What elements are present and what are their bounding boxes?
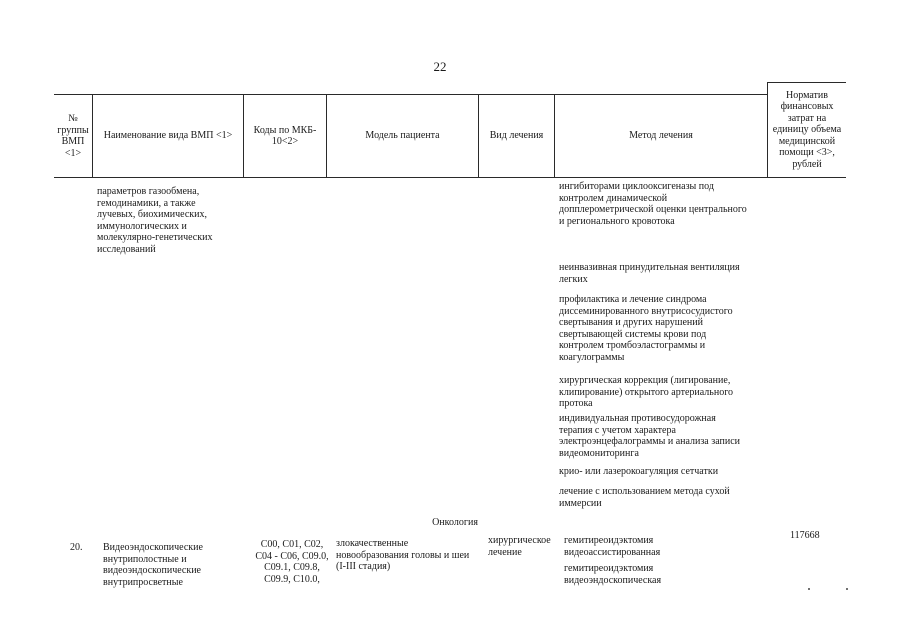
method-item: лечение с использованием метода сухой иммерсии (559, 486, 730, 509)
row-number: 20. (70, 542, 83, 553)
method-item: профилактика и лечение синдрома диссеминированного внутрисосудистого свертывания и других нарушений свертывающей системы крови под контролем тромбоэластограммы и коагулограммы (559, 294, 733, 363)
method-item: гемитиреоидэктомия видеоэндоскопическая (564, 563, 662, 586)
header-top-border-right (767, 82, 846, 83)
scan-speck (808, 588, 810, 590)
header-treatment-method: Метод лечения (629, 130, 693, 142)
header-vmp-name: Наименование вида ВМП <1> (103, 130, 233, 142)
row-mkb-codes: C00, C01, C02, C04 - C06, C09.0, C09.1, C09.8, C09.9, C10.0, (255, 539, 329, 585)
header-group-number: № группы ВМП <1> (57, 113, 89, 159)
header-patient-model: Модель пациента (365, 130, 440, 142)
header-treatment-type: Вид лечения (489, 130, 544, 142)
header-cost-standard: Норматив финансовых затрат на единицу объема медицинской помощи <3>, рублей (772, 89, 842, 170)
method-item: ингибиторами циклооксигеназы под контролем динамической допплерометрической оценки центрального и регионального кровотока (559, 181, 747, 227)
section-title: Онкология (432, 517, 478, 528)
header-top-border (54, 94, 767, 95)
scan-speck (846, 588, 848, 590)
method-item: гемитиреоидэктомия видеоассистированная (564, 535, 661, 558)
continued-row-name: параметров газообмена, гемодинамики, а также лучевых, биохимических, иммунологических и молекулярно-генетических исследований (97, 186, 213, 255)
row-treatment-type: хирургическое лечение (488, 535, 551, 558)
row-cost: 117668 (790, 530, 820, 541)
method-item: хирургическая коррекция (лигирование, клипирование) открытого артериального протока (559, 375, 734, 410)
page-number: 22 (433, 59, 447, 74)
header-mkb-codes: Коды по МКБ- 10<2> (253, 124, 317, 147)
method-item: индивидуальная противосудорожная терапия с учетом характера электроэнцефалограммы и анализа записи видеомониторинга (559, 413, 740, 459)
header-bottom-border (54, 177, 846, 178)
row-vmp-name: Видеоэндоскопические внутриполостные и видеоэндоскопические внутрипросветные (103, 542, 203, 588)
method-item: неинвазивная принудительная вентиляция легких (559, 262, 740, 285)
row-patient-model: злокачественные новообразования головы и шеи (I-III стадия) (336, 538, 470, 573)
method-item: крио- или лазерокоагуляция сетчатки (559, 466, 719, 477)
